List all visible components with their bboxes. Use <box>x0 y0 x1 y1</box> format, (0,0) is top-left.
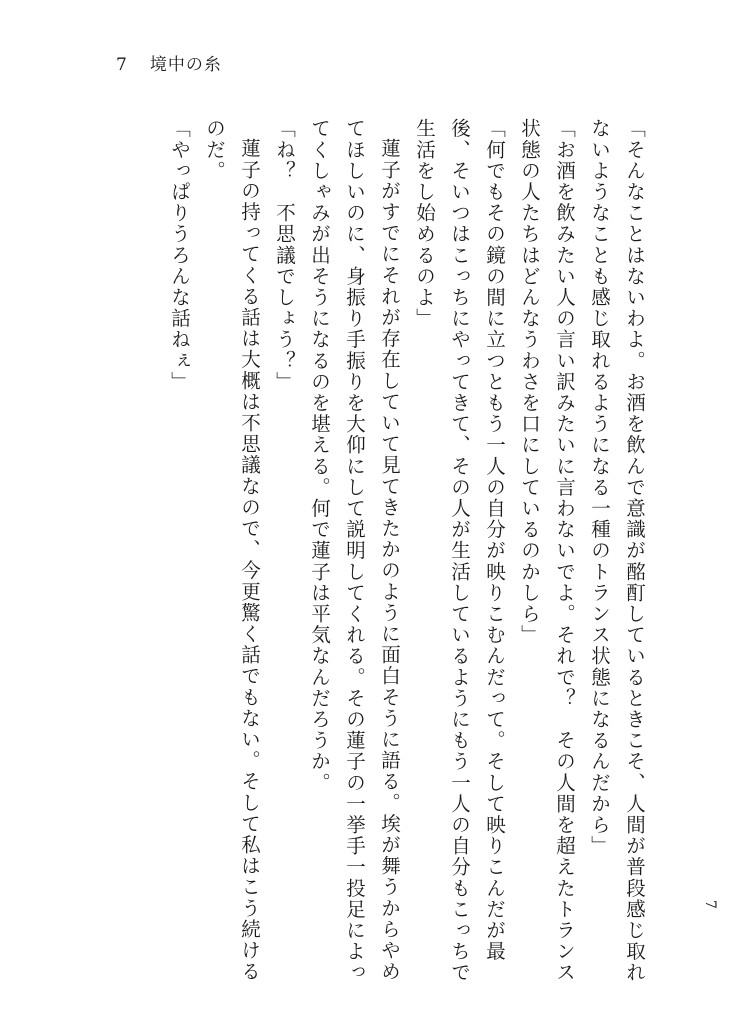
paragraph-4: 蓮子がすでにそれが存在していて見てきたかのように面白そうに語る。埃が舞うからやめてほしいのに、身振り手振りを大仰にして説明してくれる。その蓮子の一挙手一投足によってくしゃみが出そうになるのを堪える。何で蓮子は平気なんだろうか。 <box>308 118 401 984</box>
body-text <box>112 118 652 998</box>
page-number: 7 <box>702 900 718 909</box>
paragraph-5: 「ね？ 不思議でしょう？」 <box>273 118 296 393</box>
paragraph-1: 「そんなことはないわよ。お酒を飲んで意識が酩酊しているときこそ、人間が普段感じ取れないようなことも感じ取れるようになる一種のトランス状態になるんだから」 <box>588 118 646 984</box>
paragraph-7: 「やっぱりうろんな話ねぇ」 <box>168 118 191 393</box>
chapter-title: 境中の糸 <box>149 55 222 75</box>
paragraph-2: 「お酒を飲みたい人の言い訳みたいに言わないでよ。それで？ その人間を超えたトランス状態の人たちはどんなうわさを口にしているのかしら」 <box>518 118 576 984</box>
paragraph-6: 蓮子の持ってくる話は大概は不思議なので、今更驚く話でもない。そして私はこう続けるのだ。 <box>203 118 261 982</box>
running-head <box>116 50 222 75</box>
paragraph-3: 「何でもその鏡の間に立つともう一人の自分が映りこむんだって。そして映りこんだが最後、そいつはこっちにやってきて、その人が生活しているようにもう一人の自分もこっちで生活をし始めるのよ」 <box>413 118 506 984</box>
chapter-number: 7 <box>116 55 128 75</box>
